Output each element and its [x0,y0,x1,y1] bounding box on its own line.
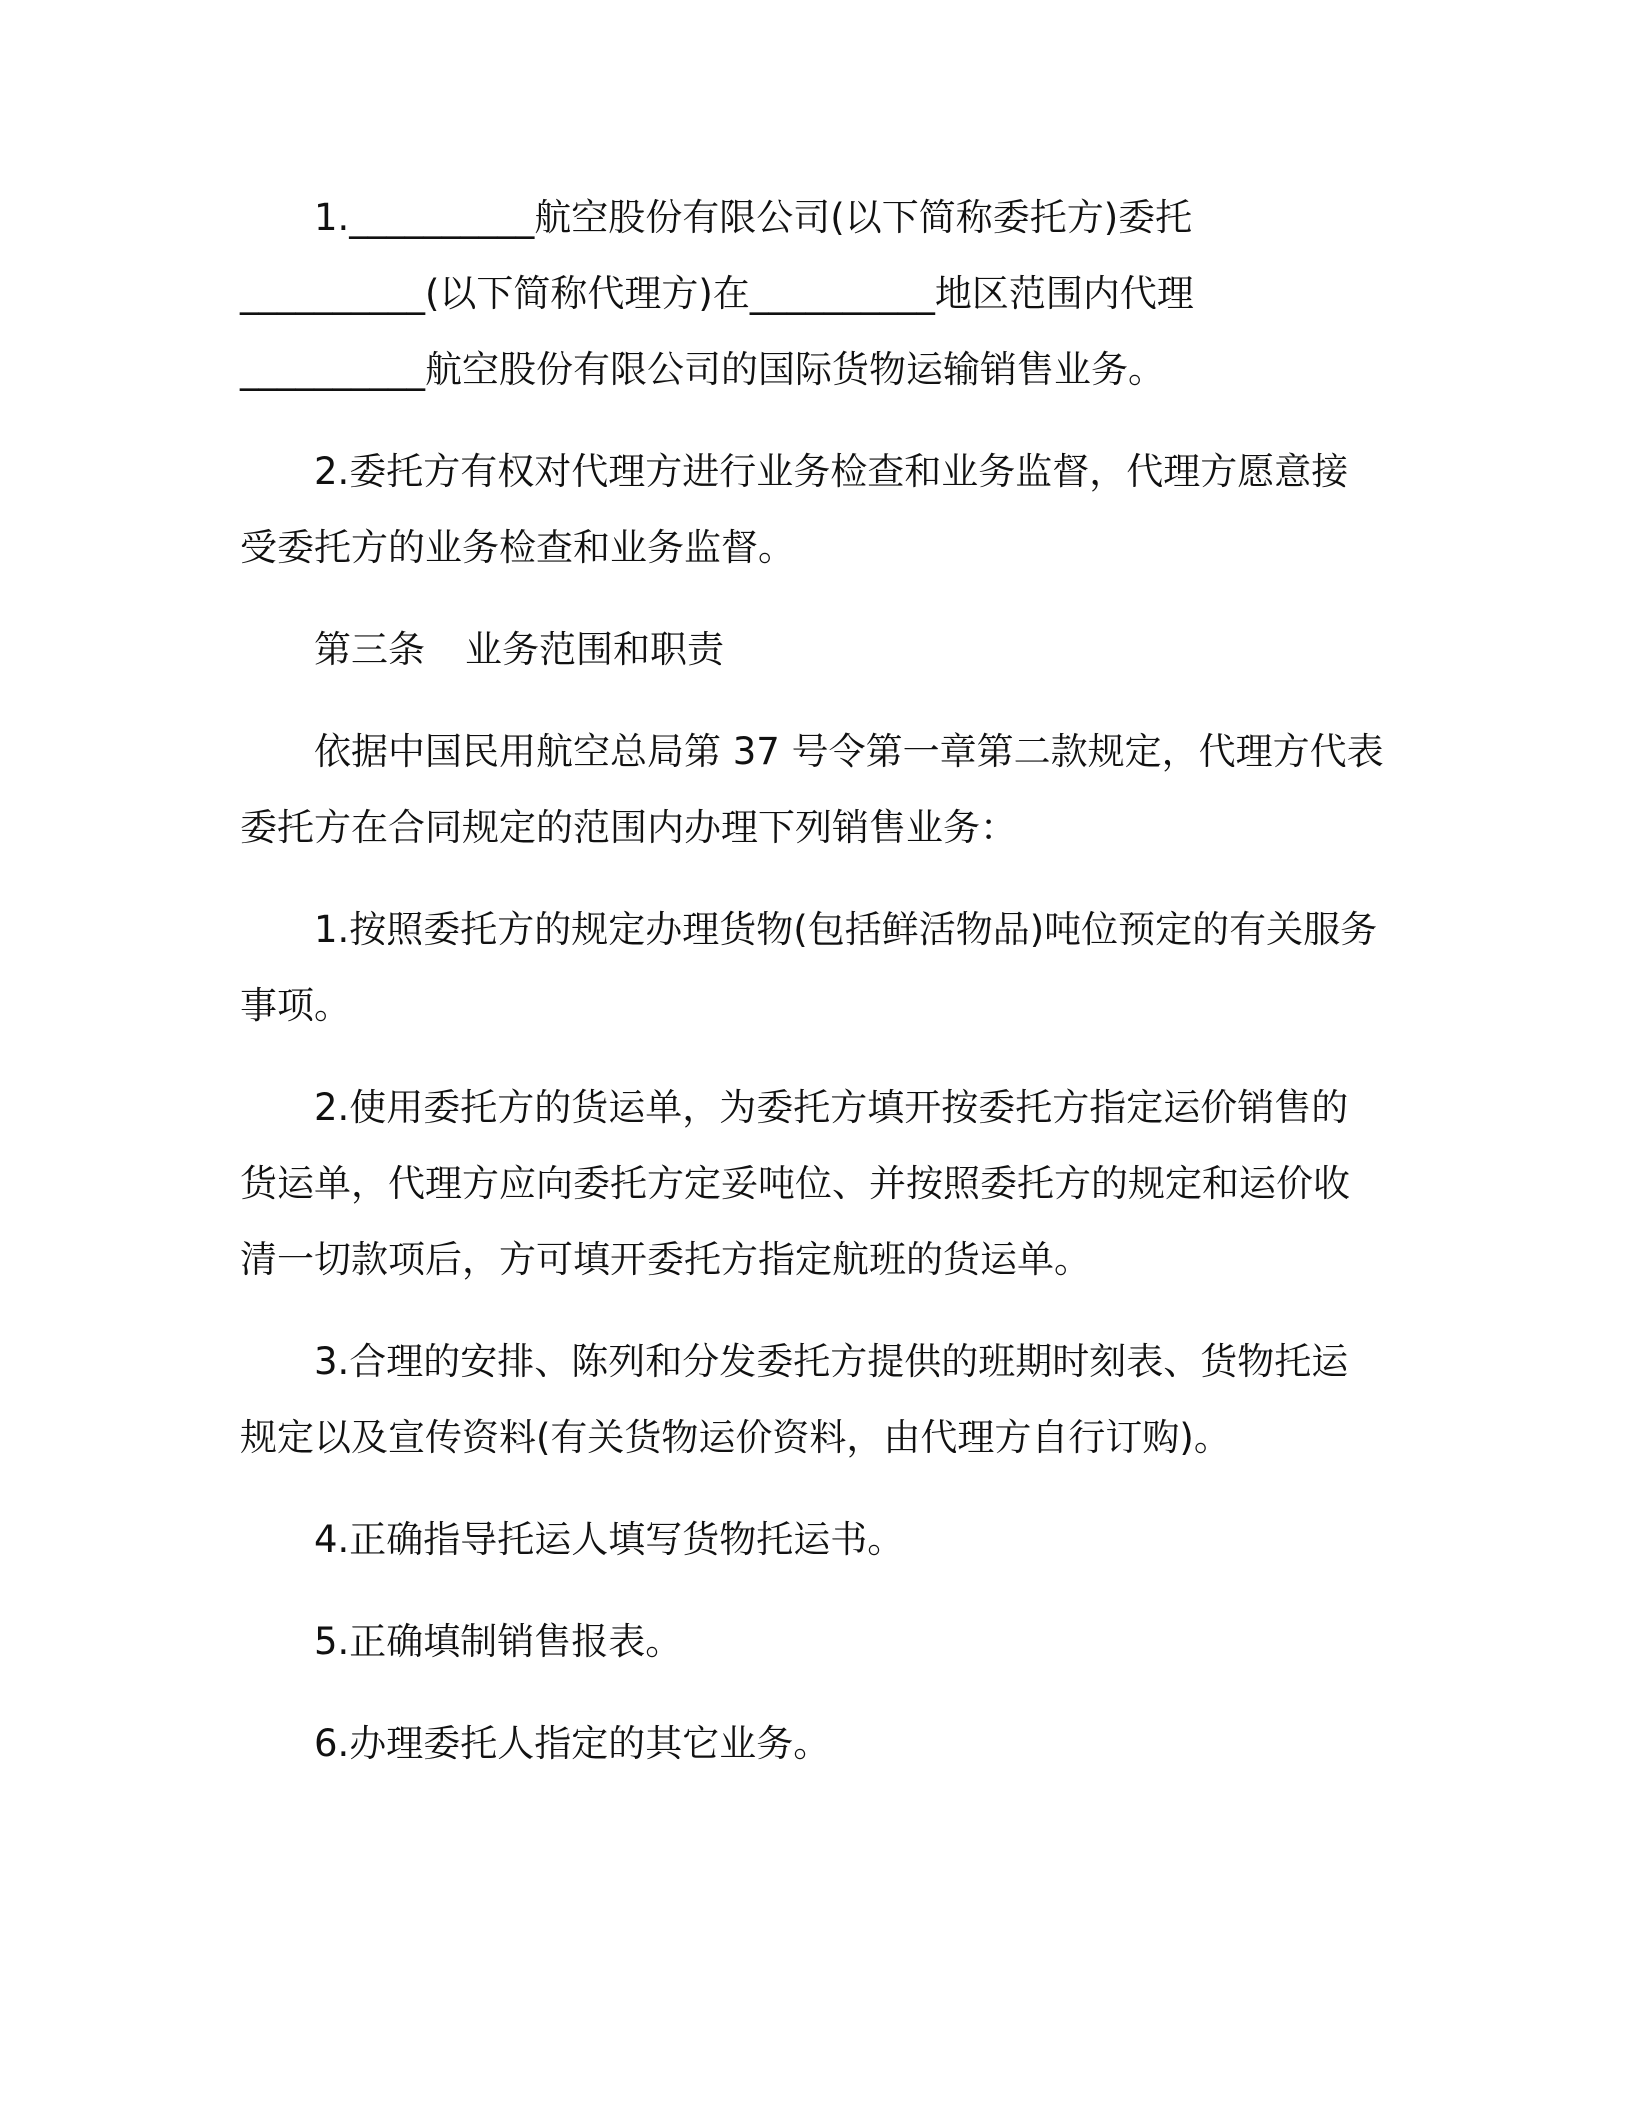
text-line: 事项。 [240,984,351,1027]
text-line: 受委托方的业务检查和业务监督。 [240,526,795,569]
text-line: 依据中国民用航空总局第 37 号令第一章第二款规定，代理方代表 [314,730,1384,773]
list-item-3 [240,1324,1390,1476]
article-heading [240,612,1390,688]
text-line: 5.正确填制销售报表。 [314,1620,683,1663]
list-item-6 [240,1706,1390,1782]
article-number: 第三条 [314,628,425,671]
list-item-5 [240,1604,1390,1680]
clause-paragraph-1 [240,180,1390,408]
text-line: 1.按照委托方的规定办理货物(包括鲜活物品)吨位预定的有关服务 [314,908,1378,951]
intro-paragraph [240,714,1390,866]
text-line: 委托方在合同规定的范围内办理下列销售业务： [240,806,1017,849]
text-line: __________航空股份有限公司的国际货物运输销售业务。 [240,348,1165,391]
text-line: 货运单，代理方应向委托方定妥吨位、并按照委托方的规定和运价收 [240,1162,1350,1205]
text-line: 1.__________航空股份有限公司(以下简称委托方)委托 [314,196,1193,239]
list-item-1 [240,892,1390,1044]
text-line: 2.使用委托方的货运单，为委托方填开按委托方指定运价销售的 [314,1086,1349,1129]
text-line: 3.合理的安排、陈列和分发委托方提供的班期时刻表、货物托运 [314,1340,1349,1383]
list-item-2 [240,1070,1390,1298]
list-item-4 [240,1502,1390,1578]
text-line: __________(以下简称代理方)在__________地区范围内代理 [240,272,1194,315]
clause-paragraph-2 [240,434,1390,586]
document-body [240,180,1390,1808]
text-line: 4.正确指导托运人填写货物托运书。 [314,1518,905,1561]
article-title: 业务范围和职责 [465,628,724,671]
text-line: 6.办理委托人指定的其它业务。 [314,1722,831,1765]
text-line: 规定以及宣传资料(有关货物运价资料，由代理方自行订购)。 [240,1416,1231,1459]
text-line: 清一切款项后，方可填开委托方指定航班的货运单。 [240,1238,1091,1281]
text-line: 2.委托方有权对代理方进行业务检查和业务监督，代理方愿意接 [314,450,1349,493]
